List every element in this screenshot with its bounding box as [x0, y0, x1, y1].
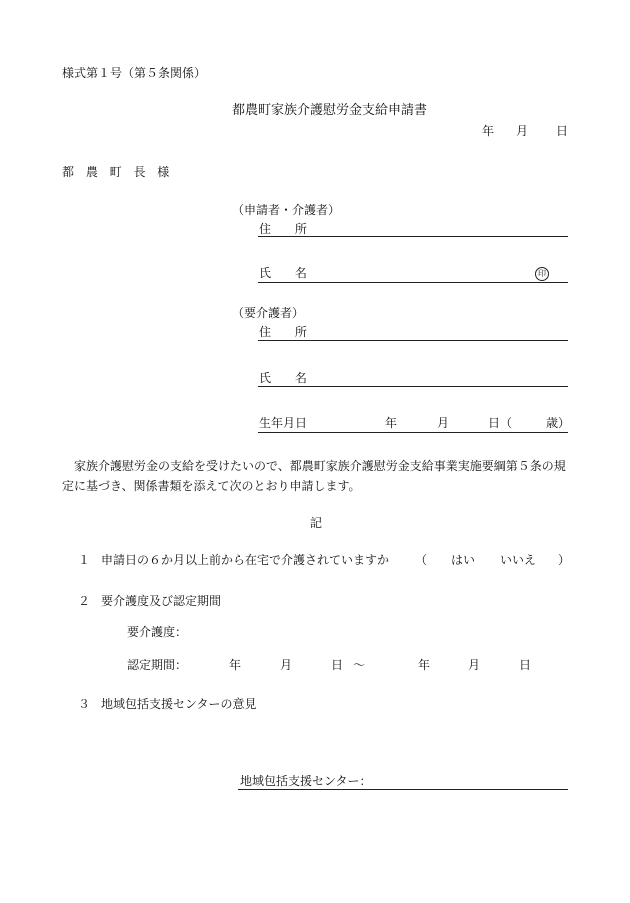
- item-1-paren-open: （: [415, 553, 428, 567]
- care-receiver-name-label: 氏 名: [259, 371, 317, 385]
- period-to-month: 月: [468, 658, 481, 672]
- item-2-text: 要介護度及び認定期間: [101, 594, 222, 608]
- applicant-name-label: 氏 名: [259, 266, 317, 280]
- item-1-number: １: [78, 553, 91, 567]
- item-1-no-option[interactable]: いいえ: [500, 553, 537, 567]
- recipient: 都 農 町 長 様: [62, 165, 174, 179]
- care-receiver-address-label: 住 所: [259, 325, 317, 339]
- period-from-year: 年: [229, 658, 242, 672]
- date-year-label: 年: [482, 124, 495, 138]
- form-number: 様式第１号（第５条関係）: [62, 66, 207, 80]
- care-receiver-address-field[interactable]: [258, 340, 568, 341]
- item-1-paren-close: ）: [558, 553, 571, 567]
- applicant-heading: （申請者・介護者）: [232, 203, 341, 217]
- birth-date-field[interactable]: [258, 432, 568, 433]
- period-from-month: 月: [280, 658, 293, 672]
- birth-date-label: 生年月日: [259, 416, 308, 430]
- age-label: 歳）: [546, 416, 571, 430]
- period-label: 認定期間：: [127, 658, 188, 672]
- document-title: 都農町家族介護慰労金支給申請書: [232, 103, 428, 118]
- care-level-label: 要介護度：: [127, 625, 188, 639]
- applicant-address-field[interactable]: [258, 236, 568, 237]
- date-month-label: 月: [516, 124, 529, 138]
- seal-icon: 印: [535, 267, 549, 281]
- period-to-day: 日: [519, 658, 532, 672]
- birth-month-label: 月: [437, 416, 450, 430]
- item-2-number: ２: [78, 594, 91, 608]
- center-signature-field[interactable]: [238, 789, 568, 790]
- birth-year-label: 年: [385, 416, 398, 430]
- care-receiver-heading: （要介護者）: [232, 306, 305, 320]
- body-text: 家族介護慰労金の支給を受けたいので、都農町家族介護慰労金支給事業実施要綱第５条の規定に基づき、関係書類を添えて次のとおり申請します。: [62, 459, 566, 493]
- center-signature-label: 地域包括支援センター：: [240, 774, 372, 788]
- item-3-number: ３: [78, 697, 91, 711]
- item-1-yes-option[interactable]: はい: [451, 553, 476, 567]
- period-to-year: 年: [418, 658, 431, 672]
- item-1-text: 申請日の６か月以上前から在宅で介護されていますか: [101, 553, 390, 567]
- applicant-name-field[interactable]: [258, 282, 568, 283]
- applicant-address-label: 住 所: [259, 222, 317, 236]
- date-day-label: 日: [556, 124, 569, 138]
- care-receiver-name-field[interactable]: [258, 386, 568, 387]
- period-tilde: ～: [353, 658, 366, 672]
- ki-heading: 記: [310, 516, 323, 530]
- birth-day-label: 日（: [488, 416, 513, 430]
- period-from-day: 日: [331, 658, 344, 672]
- item-3-text: 地域包括支援センターの意見: [101, 697, 257, 711]
